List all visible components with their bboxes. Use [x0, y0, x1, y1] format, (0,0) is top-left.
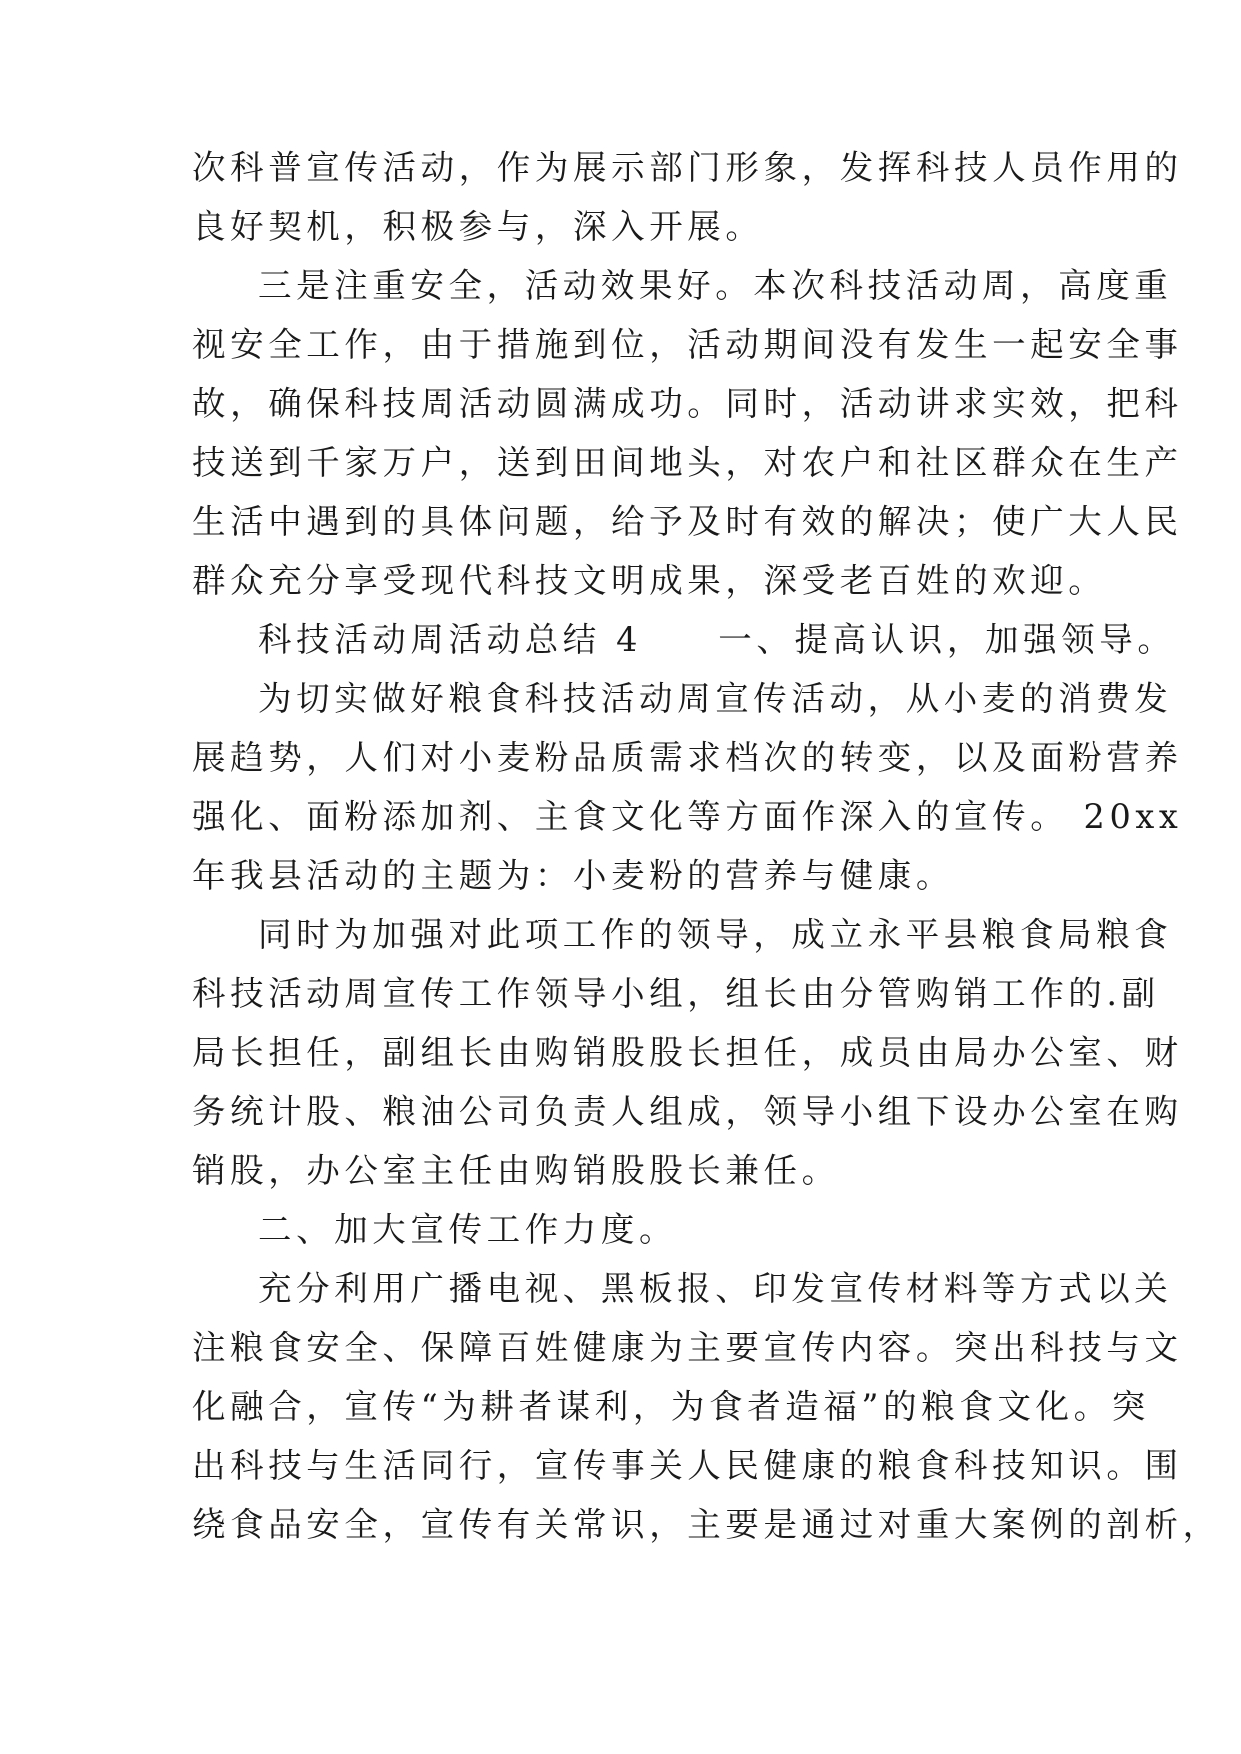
paragraph-start: 三是注重安全，活动效果好。本次科技活动周，高度重	[258, 266, 1173, 305]
text-line: 技送到千家万户，送到田间地头，对农户和社区群众在生产	[192, 443, 1183, 482]
text-line: 年我县活动的主题为：小麦粉的营养与健康。	[192, 856, 954, 895]
text-line: 生活中遇到的具体问题，给予及时有效的解决；使广大人民	[192, 502, 1183, 541]
text-line: 局长担任，副组长由购销股股长担任，成员由局办公室、财	[192, 1033, 1183, 1072]
section-heading: 二、加大宣传工作力度。	[258, 1210, 678, 1249]
text-line: 绕食品安全，宣传有关常识，主要是通过对重大案例的剖析，	[192, 1505, 1221, 1544]
paragraph-start: 为切实做好粮食科技活动周宣传活动，从小麦的消费发	[258, 679, 1173, 718]
paragraph-start: 充分利用广播电视、黑板报、印发宣传材料等方式以关	[258, 1269, 1173, 1308]
text-line: 务统计股、粮油公司负责人组成，领导小组下设办公室在购	[192, 1092, 1183, 1131]
text-line: 科技活动周宣传工作领导小组，组长由分管购销工作的.副	[192, 974, 1160, 1013]
paragraph-start: 同时为加强对此项工作的领导，成立永平县粮食局粮食	[258, 915, 1173, 954]
text-line: 次科普宣传活动，作为展示部门形象，发挥科技人员作用的	[192, 148, 1183, 187]
section-heading: 科技活动周活动总结 4 一、提高认识，加强领导。	[258, 620, 1176, 659]
text-line: 出科技与生活同行，宣传事关人民健康的粮食科技知识。围	[192, 1446, 1183, 1485]
text-line: 良好契机，积极参与，深入开展。	[192, 207, 764, 246]
text-line: 群众充分享受现代科技文明成果，深受老百姓的欢迎。	[192, 561, 1107, 600]
text-line: 视安全工作，由于措施到位，活动期间没有发生一起安全事	[192, 325, 1183, 364]
text-line: 注粮食安全、保障百姓健康为主要宣传内容。突出科技与文	[192, 1328, 1183, 1367]
text-line: 强化、面粉添加剂、主食文化等方面作深入的宣传。 20xx	[192, 797, 1183, 836]
text-line: 销股，办公室主任由购销股股长兼任。	[192, 1151, 840, 1190]
text-line: 故，确保科技周活动圆满成功。同时，活动讲求实效，把科	[192, 384, 1183, 423]
text-line: 化融合，宣传“为耕者谋利，为食者造福”的粮食文化。突	[192, 1387, 1150, 1426]
text-line: 展趋势，人们对小麦粉品质需求档次的转变，以及面粉营养	[192, 738, 1183, 777]
